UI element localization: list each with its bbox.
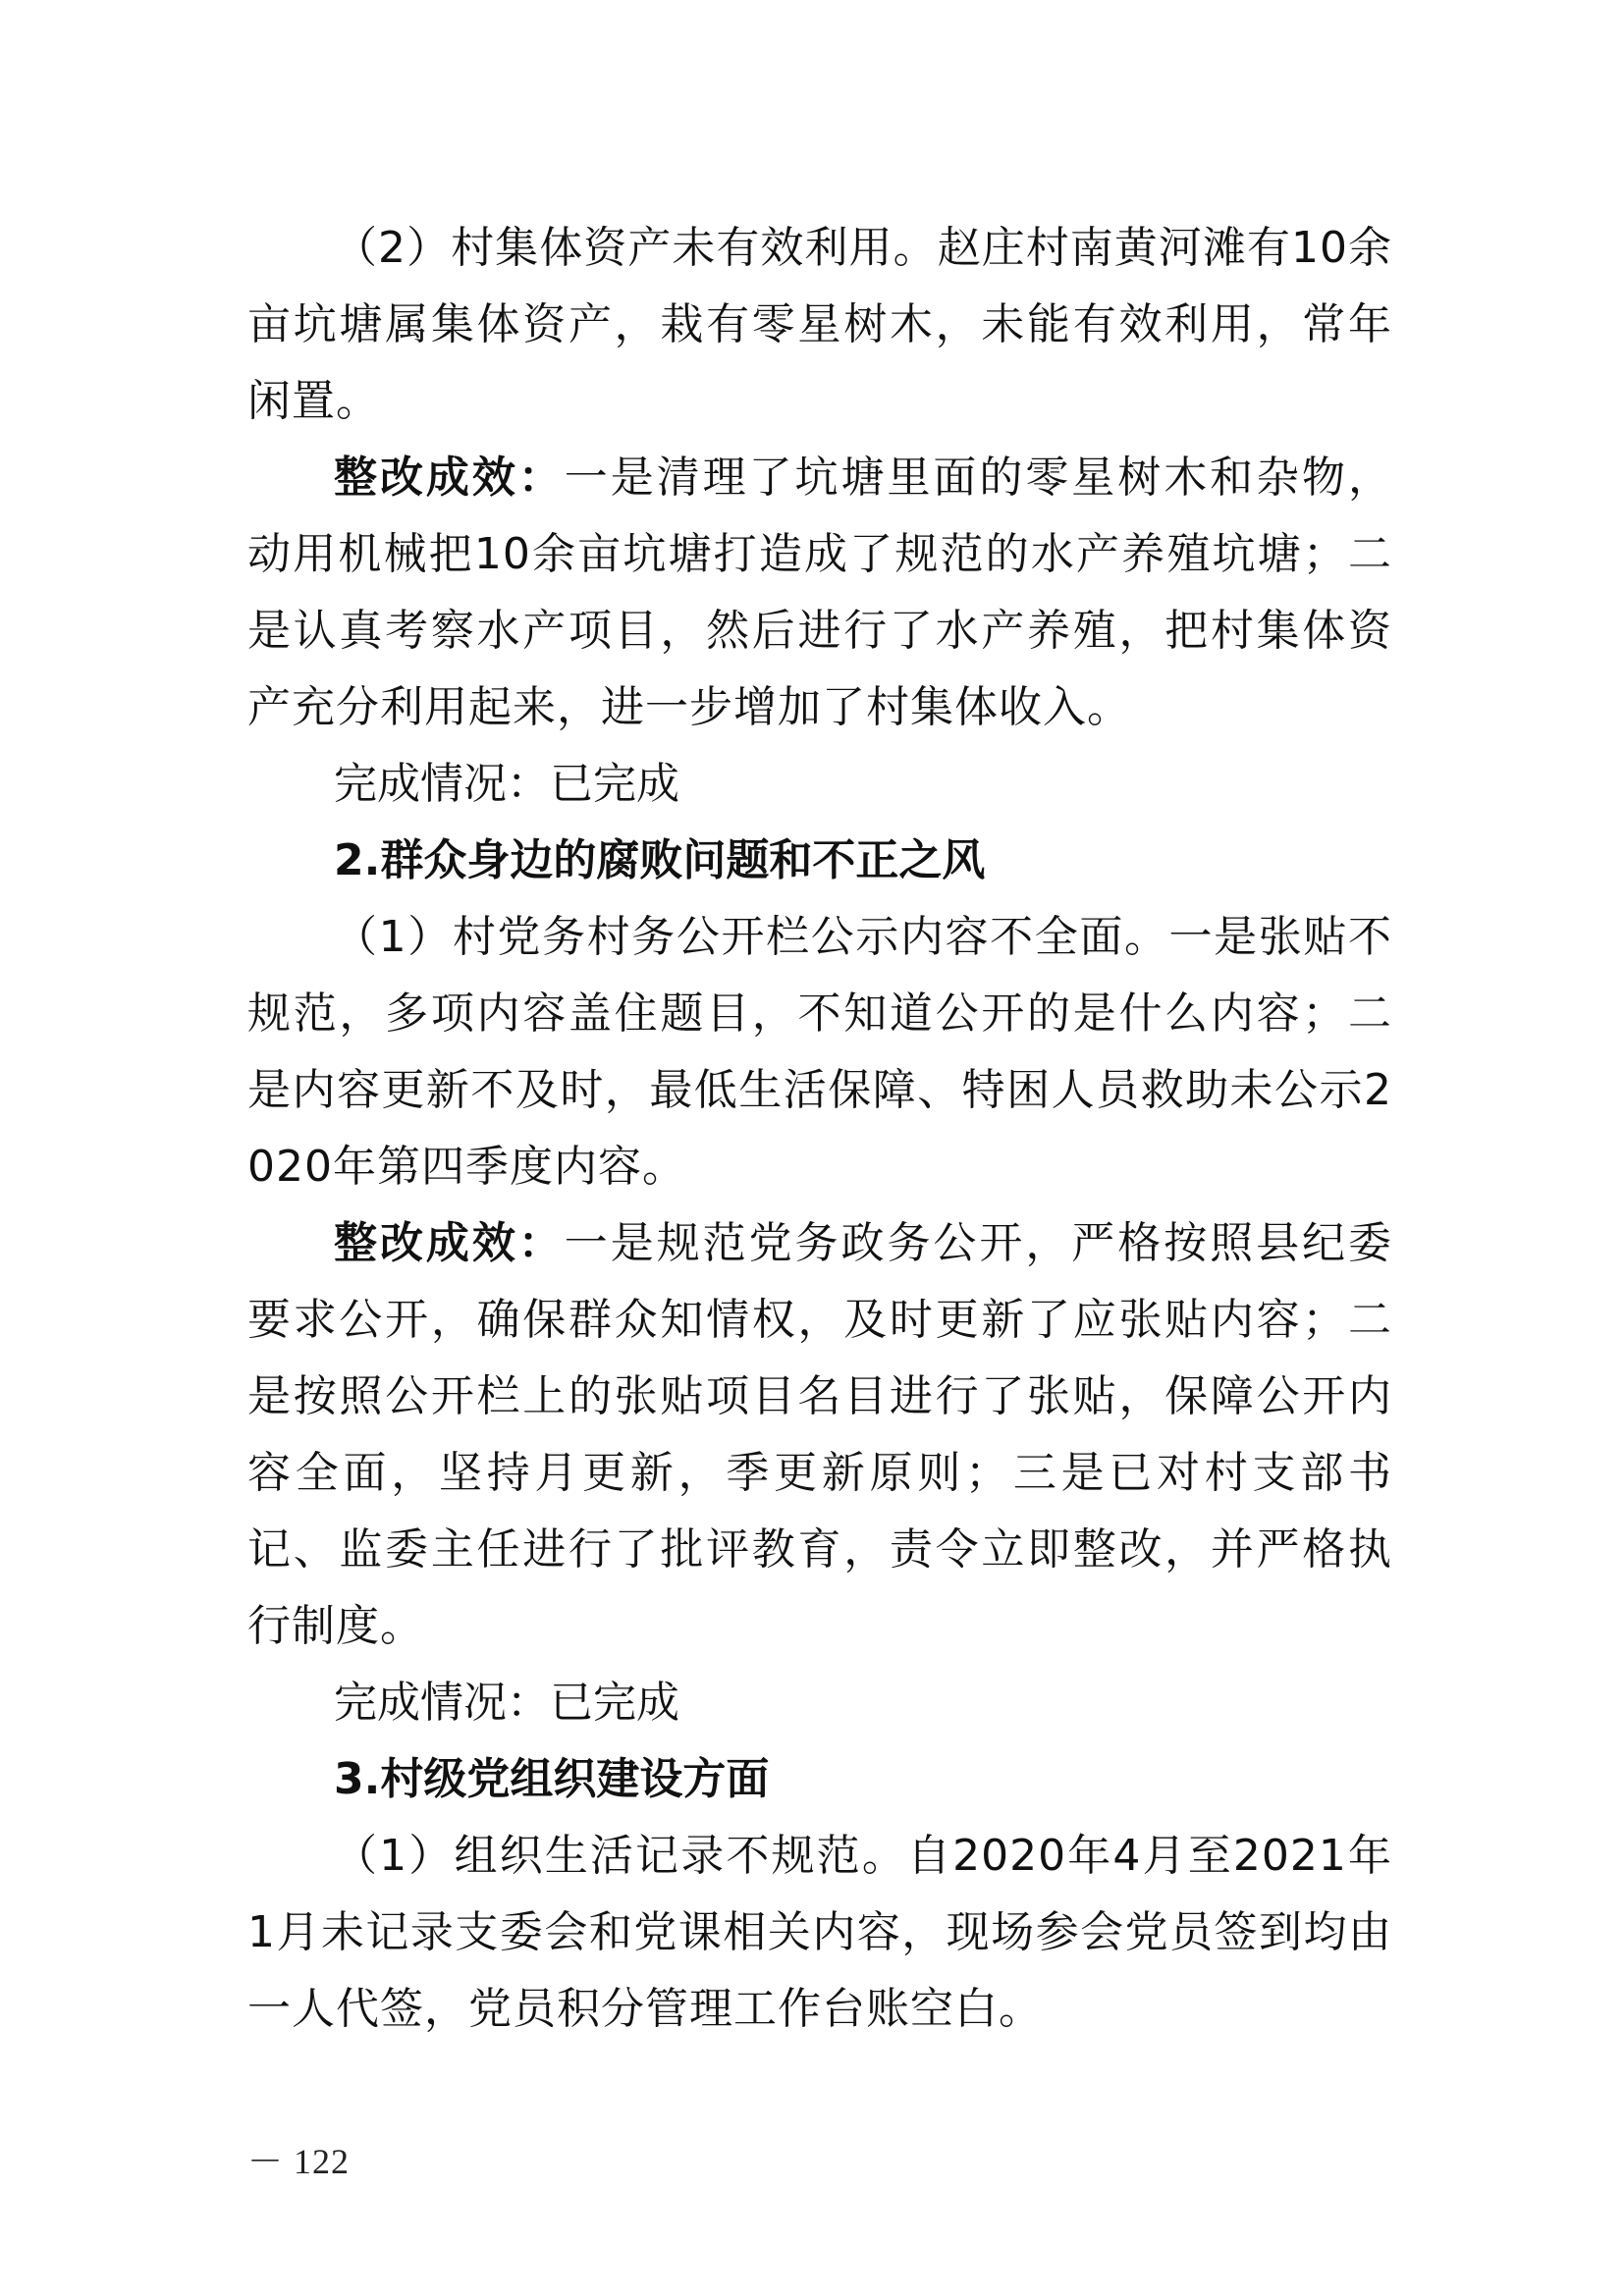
issue-paragraph-public-notice: （1）村党务村务公开栏公示内容不全面。一是张贴不规范，多项内容盖住题目，不知道公开的是什么内容；二是内容更新不及时，最低生活保障、特困人员救助未公示2020年第四季度内容。 — [247, 912, 1392, 1192]
document-body — [247, 210, 1392, 2048]
issue-paragraph-village-assets: （2）村集体资产未有效利用。赵庄村南黄河滩有10余亩坑塘属集体资产，栽有零星树木，未能有效利用，常年闲置。 — [247, 223, 1392, 426]
section-heading-party-organization: 3.村级党组织建设方面 — [334, 1754, 770, 1804]
issue-paragraph-organization-records: （1）组织生活记录不规范。自2020年4月至2021年1月未记录支委会和党课相关内容，现场参会党员签到均由一人代签，党员积分管理工作台账空白。 — [247, 1831, 1392, 2034]
section-heading-corruption: 2.群众身边的腐败问题和不正之风 — [334, 835, 986, 885]
page-number: － 122 — [247, 2142, 351, 2181]
rectification-result-paragraph — [247, 1205, 1392, 1665]
completion-status: 完成情况：已完成 — [334, 759, 679, 809]
rectification-result-label: 整改成效： — [334, 1218, 565, 1268]
rectification-result-paragraph — [247, 440, 1392, 746]
rectification-result-text: 一是规范党务政务公开，严格按照县纪委要求公开，确保群众知情权，及时更新了应张贴内容；二是按照公开栏上的张贴项目名目进行了张贴，保障公开内容全面，坚持月更新，季更新原则；三是已对村支部书记、监委主任进行了批评教育，责令立即整改，并严格执行制度。 — [247, 1218, 1393, 1651]
rectification-result-label: 整改成效： — [334, 453, 565, 503]
completion-status: 完成情况：已完成 — [334, 1678, 679, 1728]
rectification-result-text: 一是清理了坑塘里面的零星树木和杂物，动用机械把10余亩坑塘打造成了规范的水产养殖坑塘；二是认真考察水产项目，然后进行了水产养殖，把村集体资产充分利用起来，进一步增加了村集体收入。 — [247, 453, 1393, 732]
